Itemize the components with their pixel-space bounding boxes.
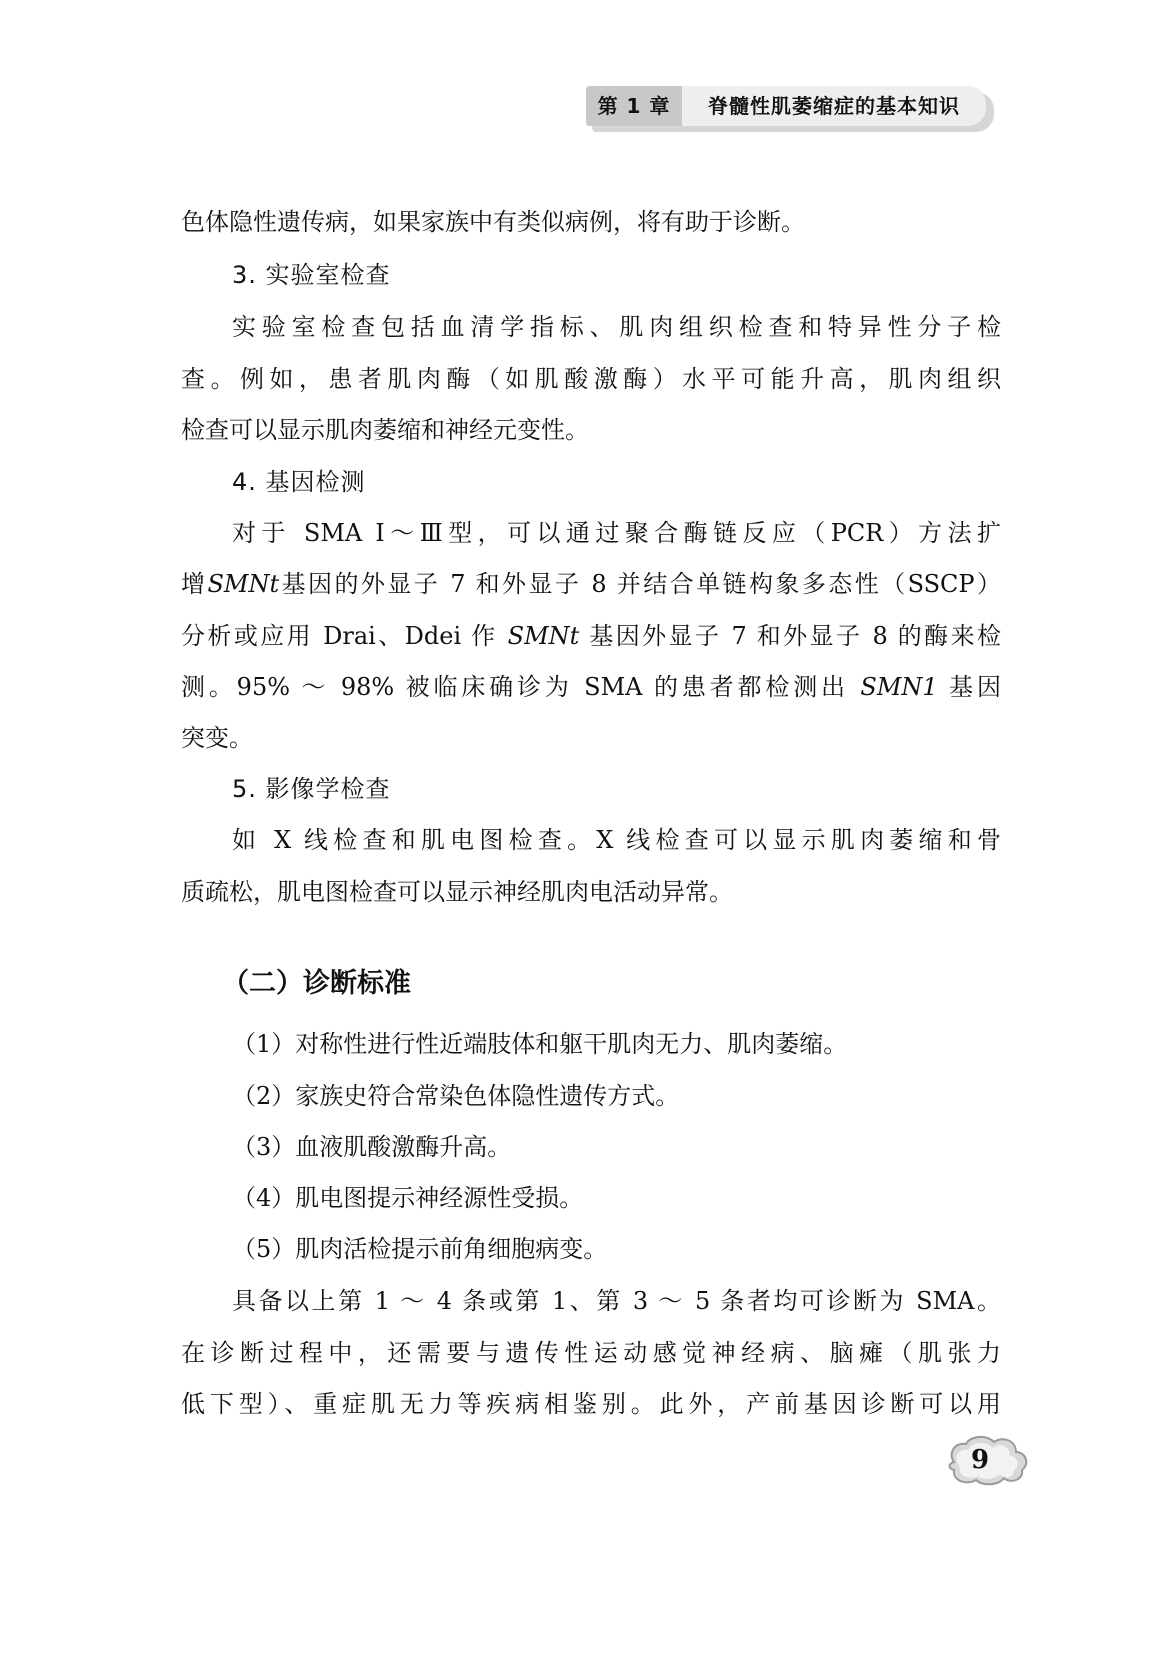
paragraph-line: 质疏松，肌电图检查可以显示神经肌肉电活动异常。 [181,878,733,906]
paragraph-line [181,568,1001,600]
paragraph-line [181,671,1001,703]
gene-name: SMNt [207,570,280,598]
criterion-item: （1）对称性进行性近端肢体和躯干肌肉无力、肌肉萎缩。 [232,1030,848,1058]
section-heading-lab-tests: 3. 实验室检查 [232,261,391,289]
text-run: 基因外显子 7 和外显子 8 的酶来检 [579,622,1001,650]
gene-name: SMN1 [860,673,938,701]
text-run: 基因 [937,673,1001,701]
gene-name: SMNt [507,622,580,650]
text-run: 分析或应用 Drai、Ddei 作 [181,622,508,650]
section-heading-genetic-testing: 4. 基因检测 [232,468,366,496]
criterion-item: （5）肌肉活检提示前角细胞病变。 [232,1235,608,1263]
paragraph-line: 突变。 [181,724,253,752]
text-run: 基因的外显子 7 和外显子 8 并结合单链构象多态性（SSCP） [279,570,1002,598]
criterion-item: （4）肌电图提示神经源性受损。 [232,1184,584,1212]
paragraph-line: 具备以上第 1 ～ 4 条或第 1、第 3 ～ 5 条者均可诊断为 SMA。 [232,1287,1001,1315]
paragraph-line: 如 X 线检查和肌电图检查。X 线检查可以显示肌肉萎缩和骨 [232,826,1001,854]
text-run: 测。95% ～ 98% 被临床确诊为 SMA 的患者都检测出 [181,673,861,701]
paragraph-line: 对于 SMA Ⅰ～Ⅲ型，可以通过聚合酶链反应（PCR）方法扩 [232,519,1001,547]
page-number: 9 [970,1445,990,1475]
section-heading-diagnostic-criteria: （二）诊断标准 [222,968,411,999]
paragraph-line: 检查可以显示肌肉萎缩和神经元变性。 [181,416,589,444]
chapter-title: 脊髓性肌萎缩症的基本知识 [682,86,986,126]
section-heading-imaging: 5. 影像学检查 [232,775,391,803]
text-run: 增 [181,570,208,598]
criterion-item: （3）血液肌酸激酶升高。 [232,1133,512,1161]
paragraph-line: 低下型）、重症肌无力等疾病相鉴别。此外，产前基因诊断可以用 [181,1390,1001,1418]
page-number-badge [944,1432,1034,1488]
criterion-item: （2）家族史符合常染色体隐性遗传方式。 [232,1082,680,1110]
paragraph-continued: 色体隐性遗传病，如果家族中有类似病例，将有助于诊断。 [181,208,805,236]
paragraph-line: 查。例如，患者肌肉酶（如肌酸激酶）水平可能升高，肌肉组织 [181,365,1001,393]
paragraph-line: 实验室检查包括血清学指标、肌肉组织检查和特异性分子检 [232,313,1001,341]
chapter-label: 第 1 章 [586,86,682,126]
running-header [586,86,994,132]
paragraph-line [181,620,1001,652]
paragraph-line: 在诊断过程中，还需要与遗传性运动感觉神经病、脑瘫（肌张力 [181,1339,1001,1367]
